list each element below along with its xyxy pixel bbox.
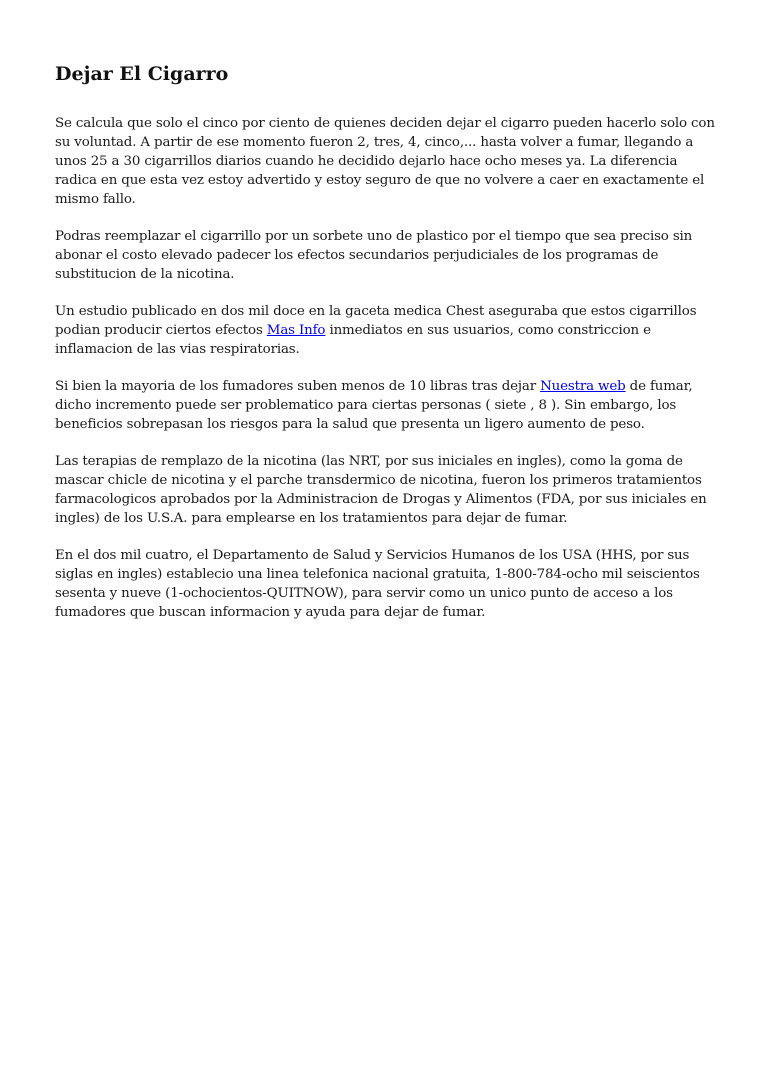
mas-info-link[interactable]: Mas Info — [266, 323, 326, 338]
paragraph-1: Se calcula que solo el cinco por ciento de quienes deciden dejar el cigarro pueden hacerlo solo con su voluntad. A partir de ese momento fueron 2, tres, 4, cinco,... hasta volver a fumar, llegando a unos 25 a 30 cigarrillos diarios cuando he decidido dejarlo hace ocho meses ya. La diferencia radica en que esta vez estoy advertido y estoy seguro de que no volvere a caer en exactamente el mismo fallo. — [55, 116, 715, 207]
paragraph-4 — [55, 377, 715, 434]
paragraph-4-text-before: Si bien la mayoria de los fumadores suben menos de 10 libras tras dejar — [55, 379, 541, 394]
paragraph-3-text-before: Un estudio publicado en dos mil doce en la gaceta medica Chest aseguraba que estos cigarrillos podian producir ciertos efectos — [55, 304, 697, 338]
paragraph-5: Las terapias de remplazo de la nicotina (las NRT, por sus iniciales en ingles), como la goma de mascar chicle de nicotina y el parche transdermico de nicotina, fueron los primeros tratamientos farmacologicos aprobados por la Administracion de Drogas y Alimentos (FDA, por sus iniciales en ingles) de los U.S.A. para emplearse en los tratamientos para dejar de fumar. — [55, 454, 707, 526]
paragraph-3 — [55, 302, 715, 359]
paragraph-6: En el dos mil cuatro, el Departamento de Salud y Servicios Humanos de los USA (HHS, por sus siglas en ingles) establecio una linea telefonica nacional gratuita, 1-800-784-ocho mil seiscientos sesenta y nueve (1-ochocientos-QUITNOW), para servir como un unico punto de acceso a los fumadores que buscan informacion y ayuda para dejar de fumar. — [55, 548, 700, 620]
page-title: Dejar El Cigarro — [55, 63, 229, 85]
paragraph-4-text-after: de fumar, dicho incremento puede ser problematico para ciertas personas ( siete , 8 ). Sin embargo, los beneficios sobrepasan los riesgos para la salud que presenta un ligero aumento de peso. — [55, 379, 693, 432]
paragraph-2: Podras reemplazar el cigarrillo por un sorbete uno de plastico por el tiempo que sea preciso sin abonar el costo elevado padecer los efectos secundarios perjudiciales de los programas de substitucion de la nicotina. — [55, 229, 693, 282]
document-page — [55, 58, 715, 640]
paragraph-3-text-after: inmediatos en sus usuarios, como constriccion e inflamacion de las vias respiratorias. — [55, 323, 651, 357]
nuestra-web-link[interactable]: Nuestra web — [540, 379, 626, 394]
